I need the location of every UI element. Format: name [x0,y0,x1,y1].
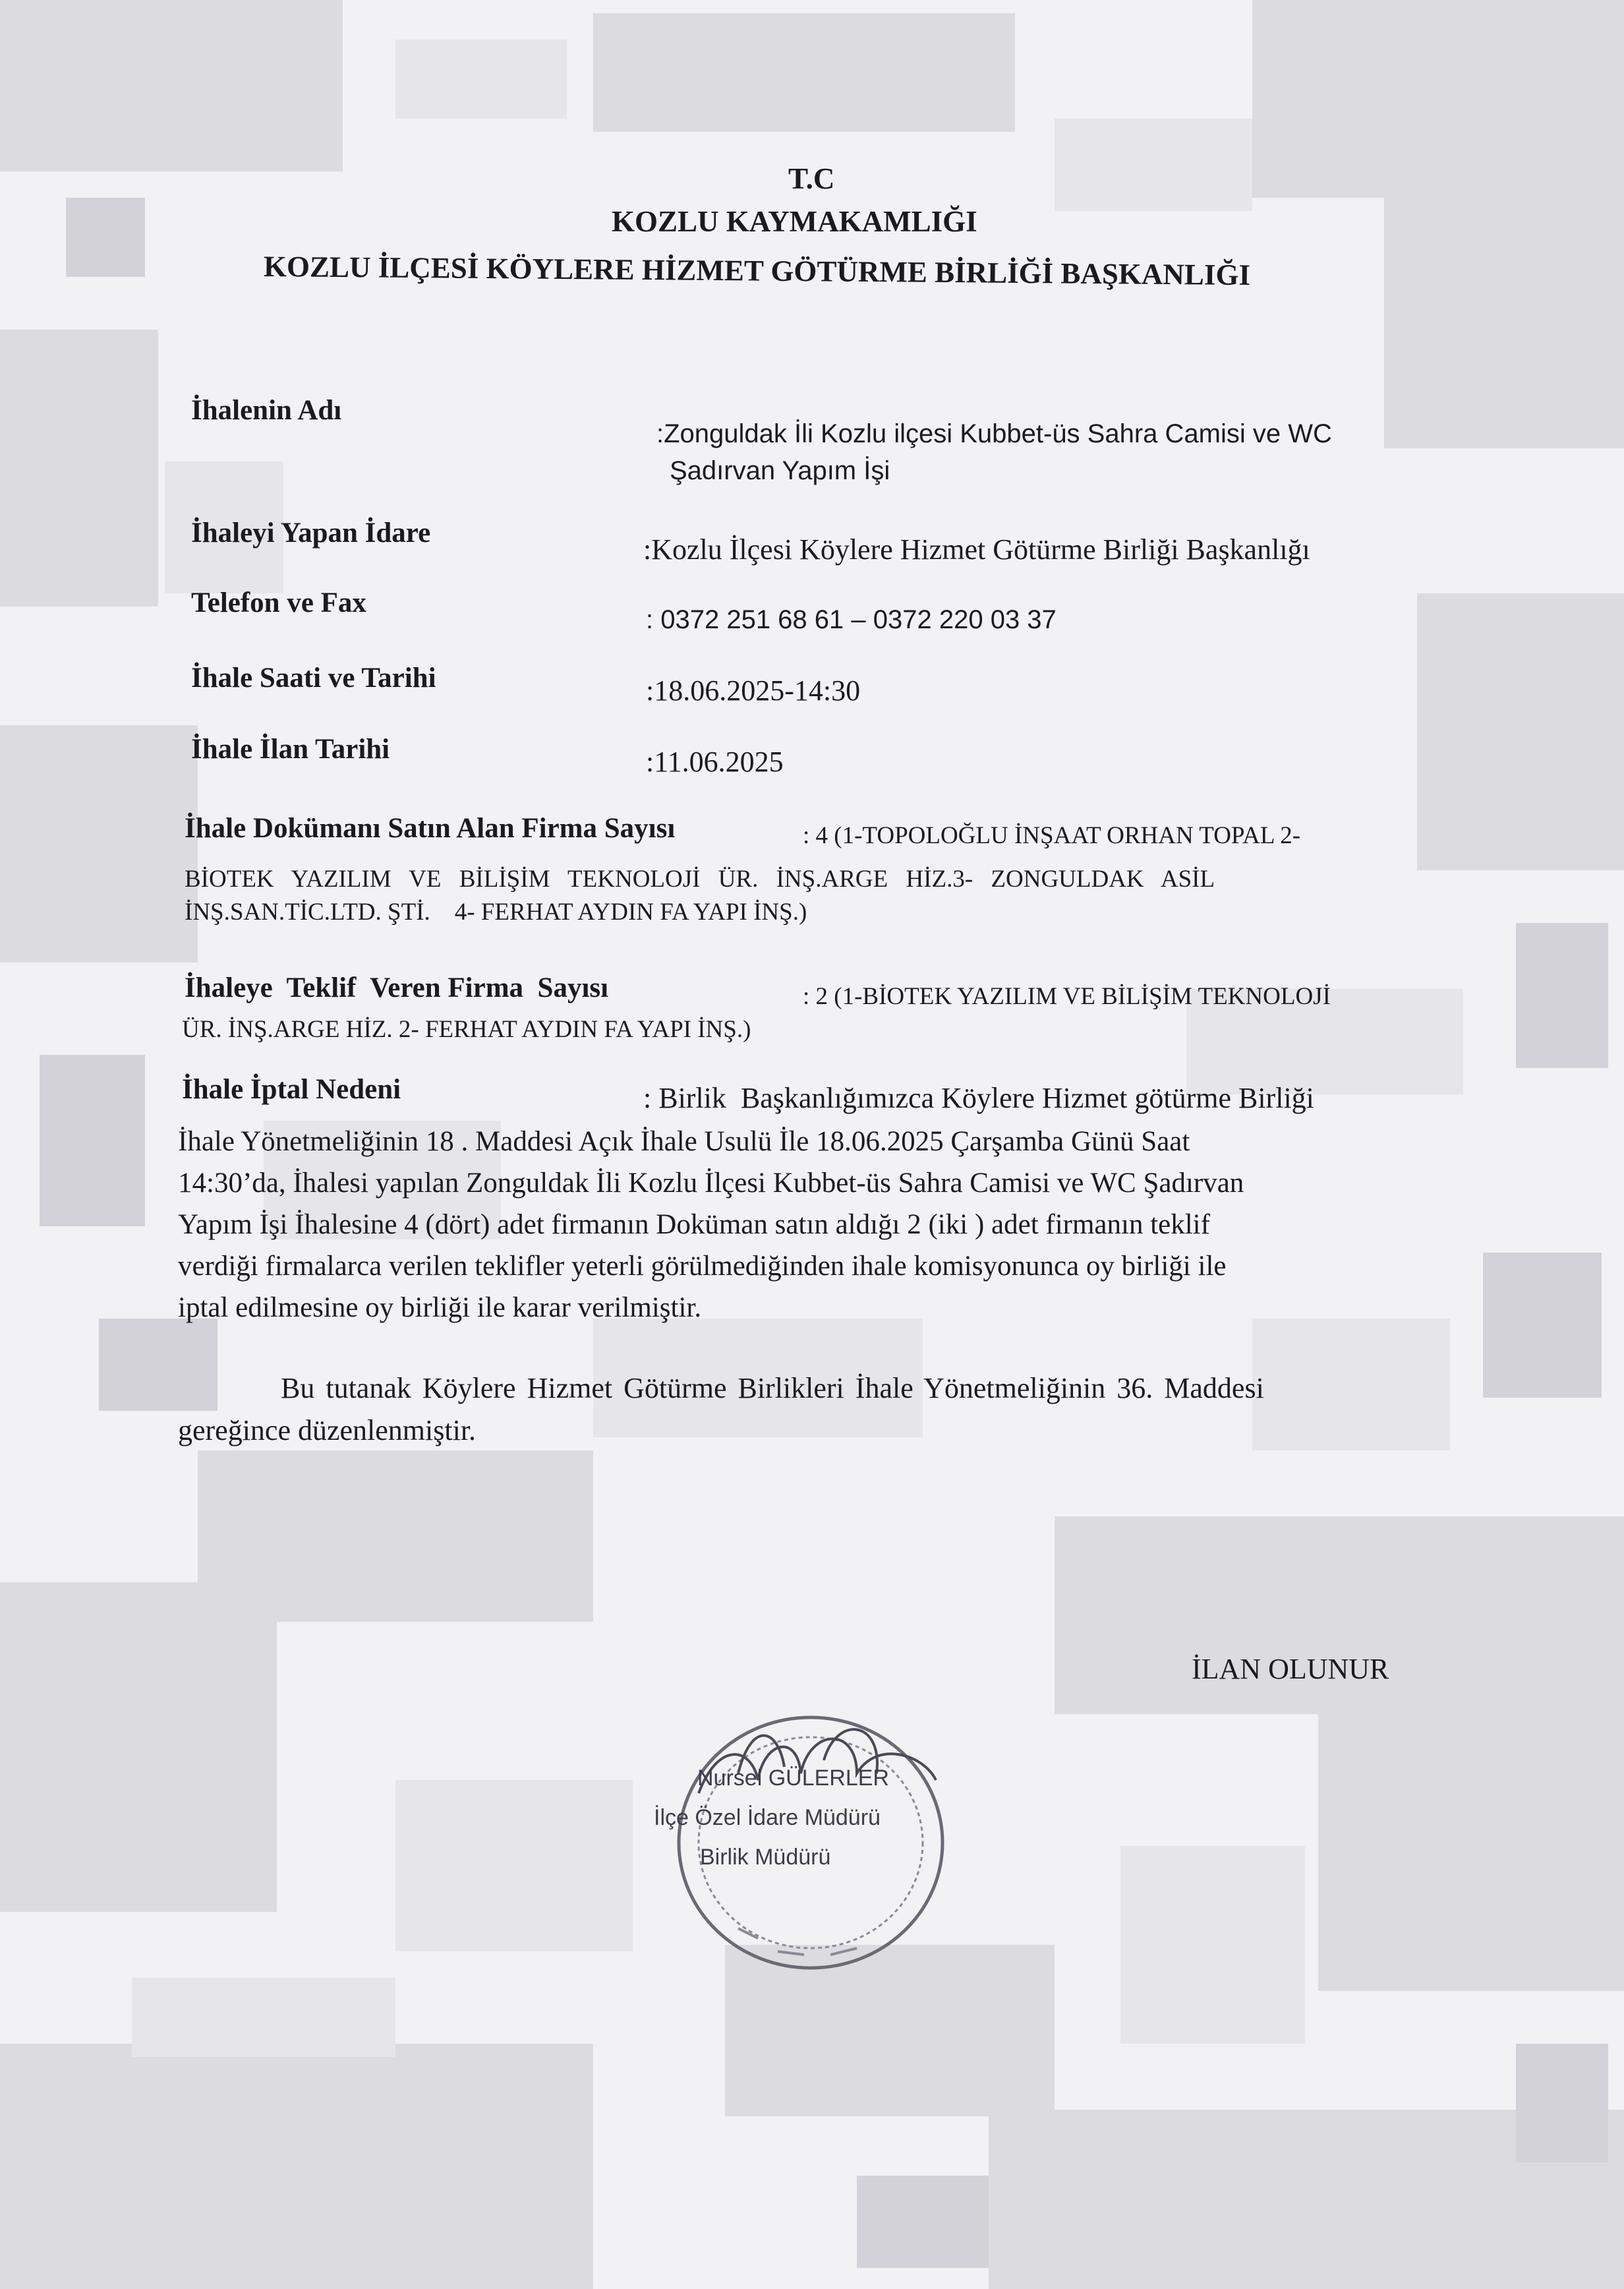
value-dokuman-start: : 4 (1-TOPOLOĞLU İNŞAAT ORHAN TOPAL 2- [803,822,1301,849]
label-telefon: Telefon ve Fax [191,587,366,618]
value-dokuman-line3: İNŞ.SAN.TİC.LTD. ŞTİ. 4- FERHAT AYDIN FA YAPI İNŞ.) [185,899,807,926]
label-saat-tarih: İhale Saati ve Tarihi [191,663,436,694]
value-ihale-adi-line1: :Zonguldak İli Kozlu ilçesi Kubbet-üs Sahra Camisi ve WC [656,419,1332,448]
tutanak-line2: gereğince düzenlenmiştir. [178,1414,477,1446]
value-idare: :Kozlu İlçesi Köylere Hizmet Götürme Birliği Başkanlığı [643,533,1310,566]
signature-title2: Birlik Müdürü [700,1845,831,1870]
header-birlik: KOZLU İLÇESİ KÖYLERE HİZMET GÖTÜRME BİRLİĞİ BAŞKANLIĞI [263,250,1251,292]
label-idare: İhaleyi Yapan İdare [191,518,431,549]
header-tc: T.C [788,162,835,195]
header-kaymakamlik: KOZLU KAYMAKAMLIĞI [612,205,977,238]
iptal-line: verdiği firmalarca verilen teklifler yeterli görülmediğinden ihale komisyonunca oy birliği ile [178,1251,1227,1282]
iptal-line: iptal edilmesine oy birliği ile karar verilmiştir. [178,1292,702,1323]
value-saat-tarih: :18.06.2025-14:30 [646,674,861,707]
value-iptal-start: : Birlik Başkanlığımızca Köylere Hizmet götürme Birliği [643,1082,1314,1114]
official-stamp [654,1701,969,1978]
label-ilan-tarihi: İhale İlan Tarihi [191,734,390,765]
label-iptal: İhale İptal Nedeni [182,1074,401,1105]
label-dokuman: İhale Dokümanı Satın Alan Firma Sayısı [185,813,676,844]
label-teklif: İhaleye Teklif Veren Firma Sayısı [185,972,609,1003]
stamp-seal-icon [659,1701,969,1978]
iptal-line: 14:30’da, İhalesi yapılan Zonguldak İli Kozlu İlçesi Kubbet-üs Sahra Camisi ve WC Şadırvan [178,1168,1244,1199]
iptal-line: Yapım İşi İhalesine 4 (dört) adet firmanın Doküman satın aldığı 2 (iki ) adet firmanın teklif [178,1209,1210,1240]
value-ihale-adi-line2: Şadırvan Yapım İşi [670,456,890,485]
tutanak-line1: Bu tutanak Köylere Hizmet Götürme Birlikleri İhale Yönetmeliğinin 36. Maddesi [281,1372,1264,1404]
iptal-line: İhale Yönetmeliğinin 18 . Maddesi Açık İhale Usulü İle 18.06.2025 Çarşamba Günü Saat [178,1126,1190,1157]
value-ilan-tarihi: :11.06.2025 [646,746,784,778]
value-telefon: : 0372 251 68 61 – 0372 220 03 37 [646,605,1057,634]
value-teklif-line2: ÜR. İNŞ.ARGE HİZ. 2- FERHAT AYDIN FA YAPI İNŞ.) [182,1016,751,1043]
label-ihale-adi: İhalenin Adı [191,395,342,426]
iptal-paragraph [178,1121,1430,1328]
signature-name: Nursel GÜLERLER [697,1766,889,1791]
value-dokuman-line2: BİOTEK YAZILIM VE BİLİŞİM TEKNOLOJİ ÜR. İNŞ.ARGE HİZ.3- ZONGULDAK ASİL [185,866,1215,893]
ilan-olunur: İLAN OLUNUR [1192,1653,1389,1685]
signature-title1: İlçe Özel İdare Müdürü [654,1805,881,1830]
value-teklif-start: : 2 (1-BİOTEK YAZILIM VE BİLİŞİM TEKNOLOJİ [803,983,1331,1010]
